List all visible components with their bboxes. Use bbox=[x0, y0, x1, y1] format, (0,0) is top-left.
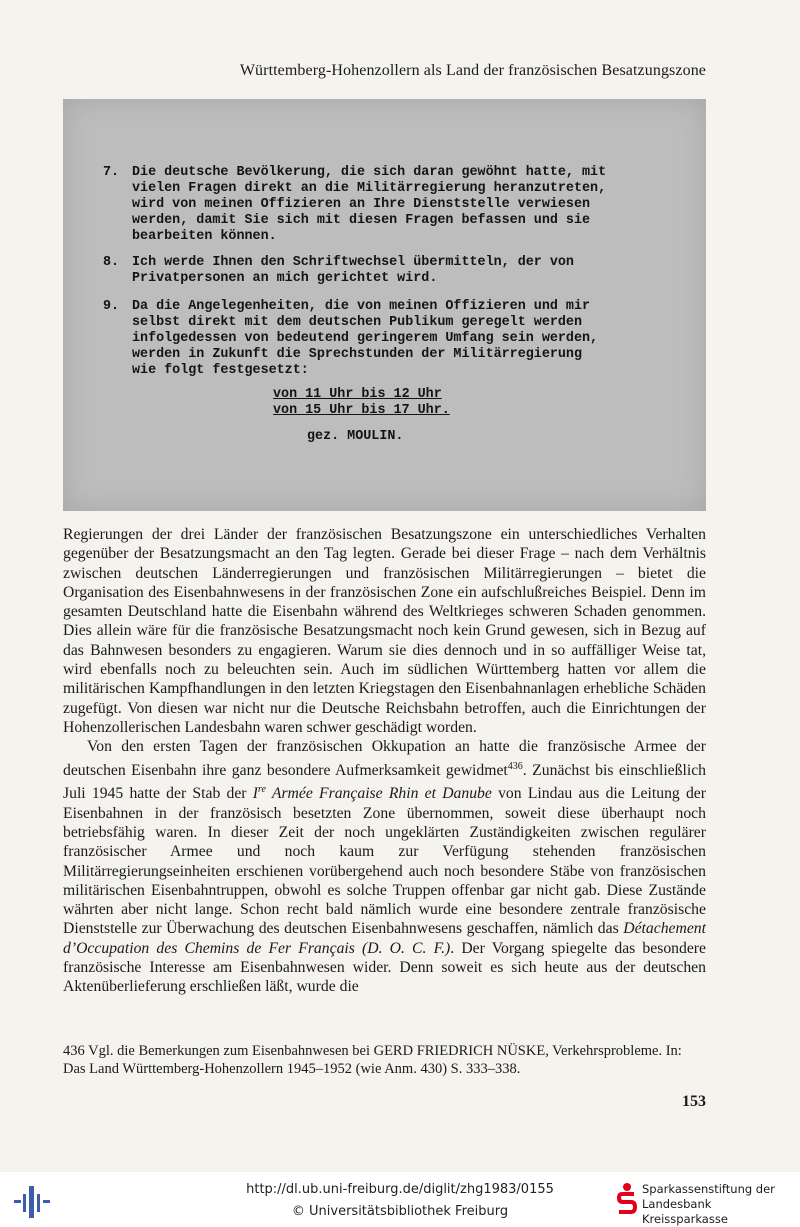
sparkasse-s-logo-icon[interactable] bbox=[616, 1182, 638, 1216]
footnote-ref: 436 bbox=[507, 760, 523, 772]
page-number: 153 bbox=[682, 1093, 706, 1110]
paragraph: Von den ersten Tagen der französischen Okkupation an hatte die französische Armee der deutschen Eisenbahn ihre ganz besondere Aufmerksamkeit gewidmet$^{436}$. Zunächst bis einschließlich Juli 1945 hatte der Stab der Ire Armée Française Rhin et Danube von Lindau aus die Leitung der Eisenbahnen in der französisch besetzten Zone übernommen, soweit diese überhaupt noch betriebsfähig waren. In dieser Zeit der noch ungeklärten Zuständigkeiten zwischen regulärer französischer Armee und noch kaum zur Verfügung stehenden französischen Militärregierungseinheiten erschienen vorübergehend auch noch besondere Stäbe von französischen militärischen Eisenbahntruppen, obwohl es solche Truppen offenbar gar nicht gab. Diese Zustände währten aber nicht lange. Schon recht bald nämlich wurde eine besondere zentrale französische Dienststelle zur Überwachung des deutschen Eisenbahnwesens geschaffen, nämlich das Détachement d’Occupation des Chemins de Fer Français (D. O. C. F.). Der Vorgang spiegelte das besondere französische Interesse am Eisenbahnwesen wider. Denn soweit es sich heute aus der deutschen Aktenüberlieferung erschließen läßt, wurde die bbox=[63, 738, 707, 996]
footnote: 436 Vgl. die Bemerkungen zum Eisenbahnwesen bei GERD FRIEDRICH NÜSKE, Verkehrsprobleme. In: Das Land Württemberg-Hohenzollern 1945–1952 (wie Anm. 430) S. 333–338. bbox=[63, 1043, 682, 1077]
sponsor-text: Sparkassenstiftung der Landesbank Kreissparkasse bbox=[642, 1182, 775, 1226]
army-name: Armée Française Rhin et Danube bbox=[265, 785, 492, 803]
body-text bbox=[63, 525, 706, 997]
running-head: Württemberg-Hohenzollern als Land der französischen Besatzungszone bbox=[239, 62, 706, 79]
item-number: 7. bbox=[103, 165, 120, 180]
item-text: Ich werde Ihnen den Schriftwechsel übermitteln, der von Privatpersonen an mich gerichtet wird. bbox=[132, 255, 574, 286]
dcf-name: Détachement d’Occupation des Chemins de Fer Français (D. O. C. F.) bbox=[63, 920, 706, 957]
item-number: 8. bbox=[103, 255, 120, 270]
item-number: 9. bbox=[103, 299, 120, 314]
paragraph: Regierungen der drei Länder der französischen Besatzungszone ein unterschiedliches Verhalten gegenüber der Besatzungsmacht an den Tag legten. Gerade bei dieser Frage – nach dem Verhältnis zwischen deutschen Länderregierungen und französischen Militärregierungen – bietet die Organisation des Eisenbahnwesens in der französischen Zone ein aufschlußreiches Beispiel. Denn im gesamten Deutschland hatte die Eisenbahn während des Weltkrieges schweren Schaden genommen. Dies allein wäre für die französische Besatzungsmacht noch kein Grund gewesen, sich in Bezug auf das Bahnwesen besonders zu engagieren. Warum sie dies dennoch und in so auffälliger Weise tat, wird ebenfalls noch zu beleuchten sein. Auch im südlichen Württemberg hatten vor allem die militärischen Kampfhandlungen in den letzten Kriegstagen den Eisenbahnanlagen erhebliche Schäden zugefügt. Von diesen war nicht nur die Deutsche Reichsbahn betroffen, auch die Einrichtungen der Hohenzollerischen Landesbahn waren schwer geschädigt worden. bbox=[63, 526, 706, 736]
item-text: Die deutsche Bevölkerung, die sich daran gewöhnt hatte, mit vielen Fragen direkt an die Militärregierung heranzutreten, wird von meinen Offizieren an Ihre Dienststelle verwiesen werden, damit Sie sich mit diesen Fragen befassen und sie bearbeiten können. bbox=[132, 165, 607, 244]
copyright-notice: © Universitätsbibliothek Freiburg bbox=[291, 1204, 509, 1219]
typewritten-facsimile bbox=[63, 99, 706, 511]
office-hours: von 11 Uhr bis 12 Uhr von 15 Uhr bis 17 Uhr. bbox=[273, 387, 450, 418]
source-url-link[interactable]: http://dl.ub.uni-freiburg.de/diglit/zhg1983/0155 bbox=[246, 1182, 554, 1197]
footer-bar bbox=[0, 1172, 800, 1226]
item-text: Da die Angelegenheiten, die von meinen Offizieren und mir selbst direkt mit dem deutschen Publikum geregelt werden infolgedessen von bedeutend geringerem Umfang sein werden, werden in Zukunft die Sprechstunden der Militärregierung wie folgt festgesetzt: bbox=[132, 299, 599, 378]
ub-freiburg-logo-icon[interactable] bbox=[12, 1180, 52, 1220]
signature: gez. MOULIN. bbox=[307, 429, 404, 444]
